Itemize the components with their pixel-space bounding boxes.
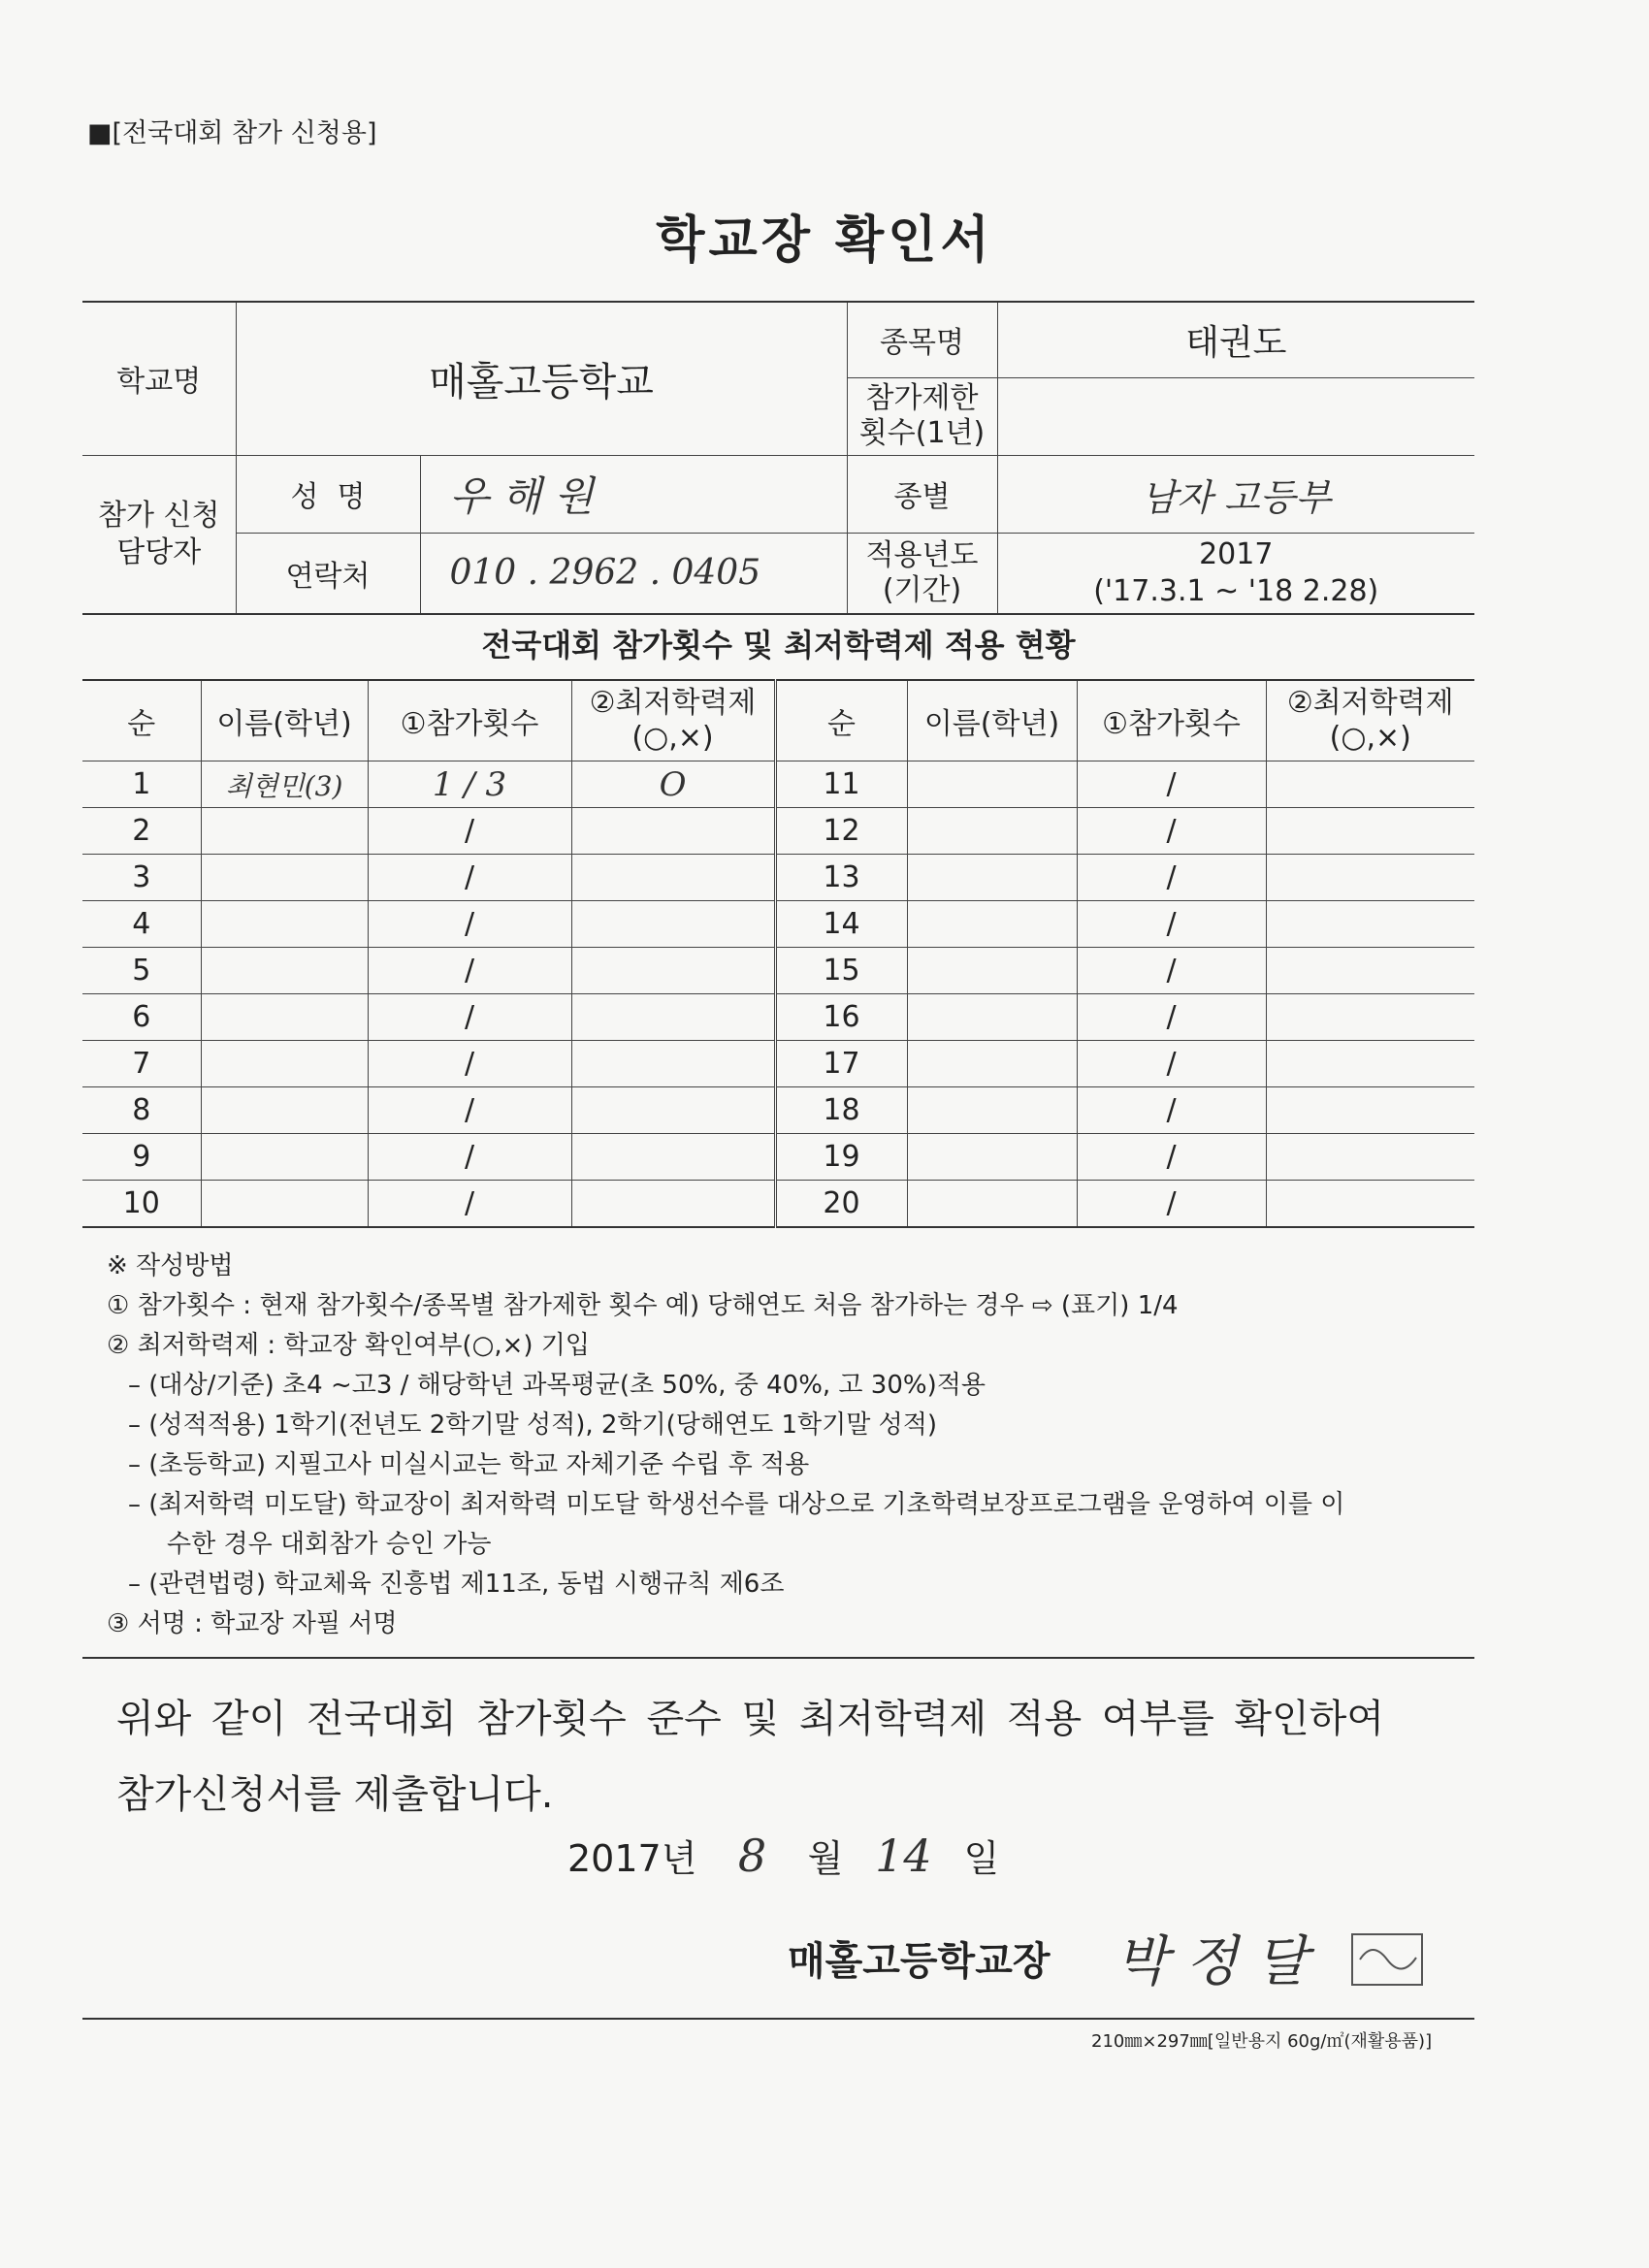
row-name: [907, 1041, 1077, 1087]
col-grade: ②최저학력제 (○,×): [1266, 680, 1474, 761]
table-row: [82, 1181, 1474, 1228]
row-count: /: [1077, 1134, 1266, 1181]
row-no: 14: [775, 901, 907, 948]
period-value: ('17.3.1 ~ '18 2.28): [1093, 573, 1379, 608]
instruction-line: – (성적적용) 1학기(전년도 2학기말 성적), 2학기(당해연도 1학기말 성적): [128, 1410, 938, 1440]
row-name: [201, 1087, 368, 1134]
row-no: 10: [82, 1181, 201, 1228]
manager-label: 참가 신청 담당자: [82, 455, 236, 614]
row-count: /: [1077, 901, 1266, 948]
row-count: /: [368, 1181, 571, 1228]
limit-value: [997, 377, 1474, 455]
instruction-line: 수한 경우 대회참가 승인 가능: [167, 1530, 492, 1559]
row-grade: [1266, 901, 1474, 948]
row-no: 5: [82, 948, 201, 994]
row-grade: [571, 1181, 775, 1228]
row-grade: [1266, 1041, 1474, 1087]
principal-signature: 박 정 달: [1116, 1930, 1308, 1993]
row-count: /: [1077, 1181, 1266, 1228]
category-value: 남자 고등부: [997, 455, 1474, 533]
row-grade: [571, 1041, 775, 1087]
table-row: [82, 994, 1474, 1041]
date-month-unit: 월: [807, 1837, 844, 1880]
table-row: [82, 1041, 1474, 1087]
row-grade: [1266, 994, 1474, 1041]
row-grade: [571, 808, 775, 855]
row-count: /: [368, 901, 571, 948]
seal-stamp-icon: [1348, 1930, 1426, 1989]
date-month: 8: [737, 1830, 767, 1882]
footer-divider: [82, 2018, 1474, 2020]
principal-title: 매홀고등학교장: [788, 1939, 1051, 1984]
row-count: /: [368, 948, 571, 994]
row-count: /: [1077, 761, 1266, 808]
row-grade: [1266, 761, 1474, 808]
row-name: [201, 1134, 368, 1181]
row-name: [907, 808, 1077, 855]
row-name: [907, 761, 1077, 808]
col-no: 순: [775, 680, 907, 761]
row-no: 9: [82, 1134, 201, 1181]
row-no: 4: [82, 901, 201, 948]
row-count: /: [368, 1041, 571, 1087]
table-row: [82, 901, 1474, 948]
row-no: 3: [82, 855, 201, 901]
row-no: 8: [82, 1087, 201, 1134]
row-count: /: [368, 855, 571, 901]
row-no: 18: [775, 1087, 907, 1134]
date-day-unit: 일: [963, 1837, 1000, 1880]
table-row: [82, 855, 1474, 901]
table-row: [82, 1087, 1474, 1134]
paper-spec: 210㎜×297㎜[일반용지 60g/㎡(재활용품)]: [1091, 2031, 1433, 2052]
row-name: [907, 1181, 1077, 1228]
instruction-line: – (초등학교) 지필고사 미실시교는 학교 자체기준 수립 후 적용: [128, 1450, 810, 1479]
row-count: /: [1077, 1087, 1266, 1134]
row-no: 12: [775, 808, 907, 855]
instruction-line: ③ 서명 : 학교장 자필 서명: [107, 1609, 398, 1638]
row-count: /: [1077, 808, 1266, 855]
row-no: 11: [775, 761, 907, 808]
row-count: /: [368, 1134, 571, 1181]
row-count: /: [1077, 994, 1266, 1041]
instruction-line: ① 참가횟수 : 현재 참가횟수/종목별 참가제한 횟수 예) 당해연도 처음 참가하는 경우 ⇨ (표기) 1/4: [107, 1291, 1179, 1320]
year-cell: [997, 533, 1474, 614]
row-name: 최현민(3): [201, 761, 368, 808]
date-year: 2017년: [567, 1837, 697, 1880]
col-grade: ②최저학력제 (○,×): [571, 680, 775, 761]
row-grade: [1266, 948, 1474, 994]
limit-label: 참가제한 횟수(1년): [847, 377, 997, 455]
col-no: 순: [82, 680, 201, 761]
manager-name: 우 해 원: [420, 455, 847, 533]
instructions-heading: ※ 작성방법: [107, 1251, 234, 1280]
table-row: [82, 948, 1474, 994]
row-no: 19: [775, 1134, 907, 1181]
row-no: 20: [775, 1181, 907, 1228]
row-count: /: [1077, 855, 1266, 901]
instruction-line: – (최저학력 미도달) 학교장이 최저학력 미도달 학생선수를 대상으로 기초학력보장프로그램을 운영하여 이를 이: [128, 1490, 1345, 1519]
row-name: [907, 994, 1077, 1041]
row-no: 15: [775, 948, 907, 994]
row-grade: [1266, 1134, 1474, 1181]
row-no: 6: [82, 994, 201, 1041]
row-no: 7: [82, 1041, 201, 1087]
info-table: [82, 301, 1474, 615]
col-count: ①참가횟수: [368, 680, 571, 761]
row-no: 2: [82, 808, 201, 855]
row-grade: [1266, 1181, 1474, 1228]
row-name: [907, 1134, 1077, 1181]
year-label: 적용년도 (기간): [847, 533, 997, 614]
category-label: 종별: [847, 455, 997, 533]
row-count: /: [368, 994, 571, 1041]
row-name: [201, 855, 368, 901]
row-no: 13: [775, 855, 907, 901]
instruction-line: – (관련법령) 학교체육 진흥법 제11조, 동법 시행규칙 제6조: [128, 1570, 785, 1599]
row-count: 1 / 3: [368, 761, 571, 808]
name-label: 성 명: [236, 455, 420, 533]
school-label: 학교명: [82, 302, 236, 455]
row-grade: O: [571, 761, 775, 808]
row-name: [907, 855, 1077, 901]
confirm-line-2: 참가신청서를 제출합니다.: [116, 1772, 554, 1817]
row-no: 16: [775, 994, 907, 1041]
contact-value: 010 . 2962 . 0405: [420, 533, 847, 614]
table-row: [82, 1134, 1474, 1181]
table-row: [82, 808, 1474, 855]
row-no: 1: [82, 761, 201, 808]
confirm-line-1: 위와 같이 전국대회 참가횟수 준수 및 최저학력제 적용 여부를 확인하여: [116, 1697, 1384, 1741]
date-day: 14: [875, 1830, 932, 1882]
row-name: [907, 901, 1077, 948]
instruction-line: – (대상/기준) 초4 ~고3 / 해당학년 과목평균(초 50%, 중 40%, 고 30%)적용: [128, 1371, 986, 1400]
row-count: /: [1077, 1041, 1266, 1087]
row-name: [907, 948, 1077, 994]
row-name: [201, 948, 368, 994]
row-count: /: [1077, 948, 1266, 994]
sport-label: 종목명: [847, 302, 997, 377]
year-value: 2017: [1199, 536, 1274, 571]
row-name: [907, 1087, 1077, 1134]
row-grade: [571, 994, 775, 1041]
divider: [82, 1657, 1474, 1659]
contact-label: 연락처: [236, 533, 420, 614]
row-grade: [1266, 808, 1474, 855]
row-count: /: [368, 808, 571, 855]
instruction-line: ② 최저학력제 : 학교장 확인여부(○,×) 기입: [107, 1331, 591, 1360]
row-name: [201, 808, 368, 855]
sport-value: 태권도: [997, 302, 1474, 377]
row-no: 17: [775, 1041, 907, 1087]
page-title: 학교장 확인서: [656, 211, 993, 270]
school-name: 매홀고등학교: [236, 302, 847, 455]
col-count: ①참가횟수: [1077, 680, 1266, 761]
date-line: [567, 1829, 999, 1882]
status-table: [82, 679, 1474, 1228]
row-name: [201, 994, 368, 1041]
form-label: ■[전국대회 참가 신청용]: [87, 118, 377, 148]
row-grade: [571, 948, 775, 994]
row-count: /: [368, 1087, 571, 1134]
row-name: [201, 901, 368, 948]
row-grade: [571, 1134, 775, 1181]
row-name: [201, 1041, 368, 1087]
row-name: [201, 1181, 368, 1228]
row-grade: [571, 1087, 775, 1134]
table-row: [82, 761, 1474, 808]
row-grade: [1266, 1087, 1474, 1134]
col-name: 이름(학년): [201, 680, 368, 761]
instructions: [107, 1247, 1344, 1644]
col-name: 이름(학년): [907, 680, 1077, 761]
row-grade: [571, 901, 775, 948]
row-grade: [571, 855, 775, 901]
row-grade: [1266, 855, 1474, 901]
status-table-title: 전국대회 참가횟수 및 최저학력제 적용 현황: [481, 627, 1076, 664]
